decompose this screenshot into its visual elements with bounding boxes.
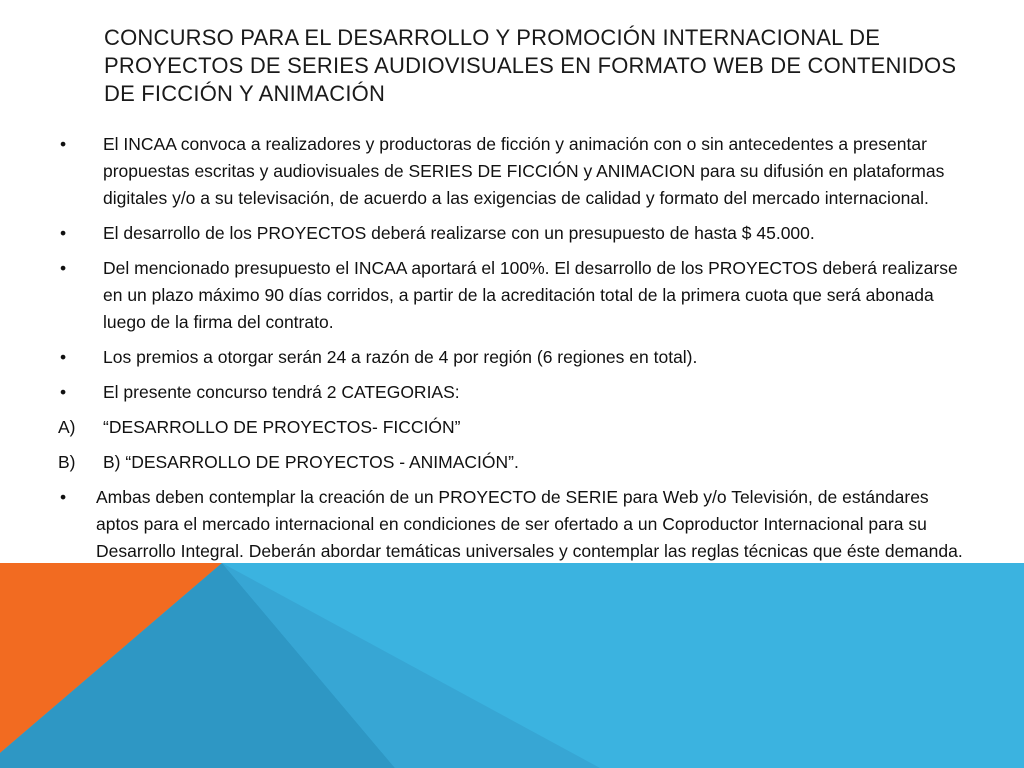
list-item xyxy=(56,484,966,565)
list-item xyxy=(56,344,966,371)
list-item-text: El INCAA convoca a realizadores y productoras de ficción y animación con o sin antecedentes a presentar propuestas escritas y audiovisuales de SERIES DE FICCIÓN y ANIMACION para su difusión en plataformas digitales y/o a su televisación, de acuerdo a las exigencias de calidad y formato del mercado internacional. xyxy=(103,134,945,208)
bullet-marker: • xyxy=(60,487,67,507)
list-item-text: “DESARROLLO DE PROYECTOS- FICCIÓN” xyxy=(103,417,461,437)
category-item-b xyxy=(56,449,966,476)
bullet-marker: • xyxy=(60,347,67,367)
bullet-marker: • xyxy=(60,223,67,243)
list-item-text: B) “DESARROLLO DE PROYECTOS - ANIMACIÓN”. xyxy=(103,452,519,472)
list-item-text: El presente concurso tendrá 2 CATEGORIAS: xyxy=(103,382,460,402)
slide-title: CONCURSO PARA EL DESARROLLO Y PROMOCIÓN INTERNACIONAL DE PROYECTOS DE SERIES AUDIOVISUALES EN FORMATO WEB DE CONTENIDOS DE FICCIÓN Y ANIMACIÓN xyxy=(104,25,957,106)
bullet-marker: • xyxy=(60,382,67,402)
decorative-shapes xyxy=(0,563,1024,768)
bullet-marker: • xyxy=(60,258,67,278)
letter-marker: A) xyxy=(58,417,76,437)
bullet-marker: • xyxy=(60,134,67,154)
category-item-a xyxy=(56,414,966,441)
letter-marker: B) xyxy=(58,452,76,472)
list-item xyxy=(56,131,966,212)
list-item-text: El desarrollo de los PROYECTOS deberá realizarse con un presupuesto de hasta $ 45.000. xyxy=(103,223,815,243)
list-item-text: Del mencionado presupuesto el INCAA aportará el 100%. El desarrollo de los PROYECTOS deberá realizarse en un plazo máximo 90 días corridos, a partir de la acreditación total de la primera cuota que será abonada luego de la firma del contrato. xyxy=(103,258,958,332)
list-item xyxy=(56,379,966,406)
decorative-background-band xyxy=(0,563,1024,768)
list-item-text: Los premios a otorgar serán 24 a razón de 4 por región (6 regiones en total). xyxy=(103,347,698,367)
list-item xyxy=(56,220,966,247)
slide-body xyxy=(56,131,966,573)
list-item-text: Ambas deben contemplar la creación de un PROYECTO de SERIE para Web y/o Televisión, de estándares aptos para el mercado internacional en condiciones de ser ofertado a un Coproductor Internacional para su Desarrollo Integral. Deberán abordar temáticas universales y contemplar las reglas técnicas que éste demanda. xyxy=(96,487,963,561)
list-item xyxy=(56,255,966,336)
